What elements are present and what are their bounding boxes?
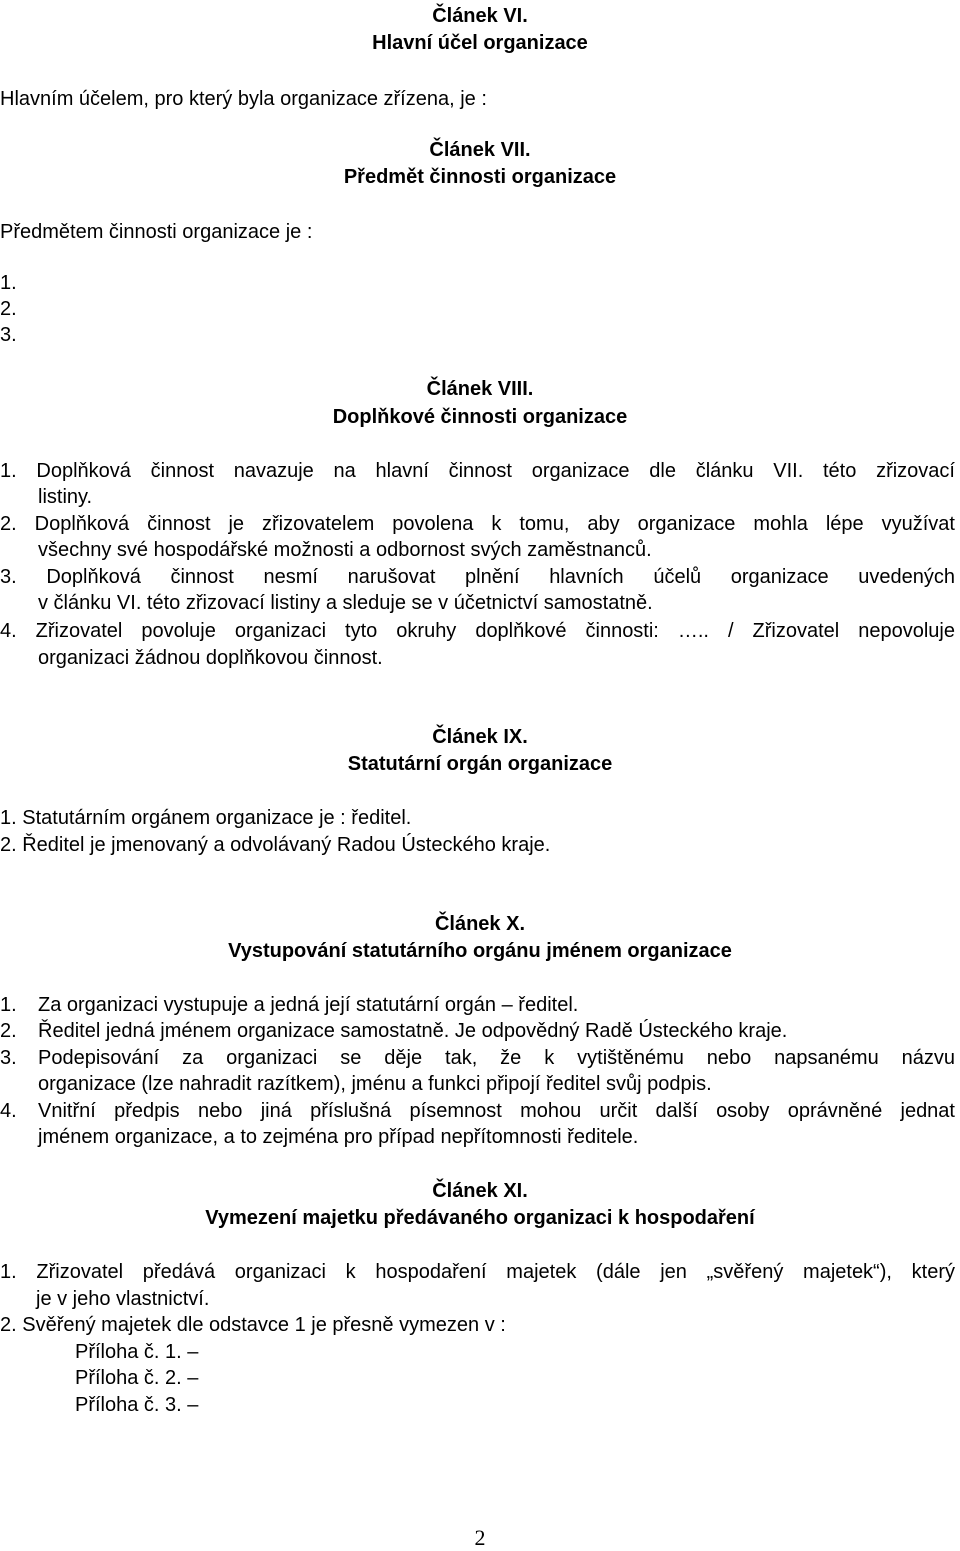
- article-vii-title: Předmět činnosti organizace: [343, 166, 617, 188]
- article-x-heading: Článek X.: [434, 913, 526, 935]
- article-xi-heading: Článek XI.: [432, 1180, 528, 1202]
- article-x-item-number: 4.: [0, 1100, 17, 1122]
- article-x-item-number: 1.: [0, 994, 17, 1016]
- article-viii-item-3: 3. Doplňková činnost nesmí narušovat plnění hlavních účelů organizace uvedených: [0, 566, 955, 588]
- article-ix-title: Statutární orgán organizace: [347, 753, 613, 775]
- article-xi-item-1-cont: je v jeho vlastnictví.: [36, 1288, 210, 1310]
- article-viii-item-1-cont: listiny.: [38, 486, 93, 508]
- article-xi-item-1: 1. Zřizovatel předává organizaci k hospodaření majetek (dále jen „svěřený majetek“), který: [0, 1261, 955, 1283]
- article-ix-heading: Článek IX.: [432, 726, 528, 748]
- article-viii-item-4-cont: organizaci žádnou doplňkovou činnost.: [38, 647, 383, 669]
- article-viii-item-2-cont: všechny své hospodářské možnosti a odbornost svých zaměstnanců.: [38, 539, 652, 561]
- article-vi-heading: Článek VI.: [432, 5, 528, 27]
- article-vii-item: 1.: [0, 272, 17, 294]
- article-viii-title: Doplňkové činnosti organizace: [332, 406, 628, 428]
- article-x-item-number: 3.: [0, 1047, 17, 1069]
- article-vii-item: 3.: [0, 324, 17, 346]
- article-vii-item: 2.: [0, 298, 17, 320]
- article-xi-title: Vymezení majetku předávaného organizaci k hospodaření: [205, 1207, 755, 1229]
- article-x-item-text: Za organizaci vystupuje a jedná její statutární orgán – ředitel.: [38, 994, 579, 1016]
- article-viii-item-1: 1. Doplňková činnost navazuje na hlavní činnost organizace dle článku VII. této zřizovací: [0, 460, 955, 482]
- article-x-item-text: Vnitřní předpis nebo jiná příslušná písemnost mohou určit další osoby oprávněné jednat: [38, 1100, 955, 1122]
- article-viii-heading: Článek VIII.: [426, 378, 534, 400]
- article-vii-intro: Předmětem činnosti organizace je :: [0, 221, 313, 243]
- attachment-item: Příloha č. 2. –: [75, 1367, 199, 1389]
- article-x-item-text-cont: organizace (lze nahradit razítkem), jménu a funkci připojí ředitel svůj podpis.: [38, 1073, 712, 1095]
- article-ix-item-1: 1. Statutárním orgánem organizace je : ředitel.: [0, 807, 412, 829]
- article-vi-intro: Hlavním účelem, pro který byla organizace zřízena, je :: [0, 88, 487, 110]
- attachment-item: Příloha č. 3. –: [75, 1394, 199, 1416]
- article-ix-item-2: 2. Ředitel je jmenovaný a odvolávaný Radou Ústeckého kraje.: [0, 834, 551, 856]
- article-x-item-text-cont: jménem organizace, a to zejména pro případ nepřítomnosti ředitele.: [38, 1126, 639, 1148]
- article-xi-item-2: 2. Svěřený majetek dle odstavce 1 je přesně vymezen v :: [0, 1314, 506, 1336]
- article-x-item-number: 2.: [0, 1020, 17, 1042]
- article-x-item-text: Ředitel jedná jménem organizace samostatně. Je odpovědný Radě Ústeckého kraje.: [38, 1020, 788, 1042]
- page-number: 2: [474, 1525, 486, 1550]
- article-vii-heading: Článek VII.: [429, 139, 531, 161]
- article-viii-item-3-cont: v článku VI. této zřizovací listiny a sleduje se v účetnictví samostatně.: [38, 592, 653, 614]
- article-x-title: Vystupování statutárního orgánu jménem organizace: [228, 940, 732, 962]
- article-viii-item-4: 4. Zřizovatel povoluje organizaci tyto okruhy doplňkové činnosti: ….. / Zřizovatel nepovoluje: [0, 620, 955, 642]
- attachment-item: Příloha č. 1. –: [75, 1341, 199, 1363]
- article-viii-item-2: 2. Doplňková činnost je zřizovatelem povolena k tomu, aby organizace mohla lépe využívat: [0, 513, 955, 535]
- article-vi-title: Hlavní účel organizace: [372, 32, 588, 54]
- article-x-item-text: Podepisování za organizaci se děje tak, že k vytištěnému nebo napsanému názvu: [38, 1047, 955, 1069]
